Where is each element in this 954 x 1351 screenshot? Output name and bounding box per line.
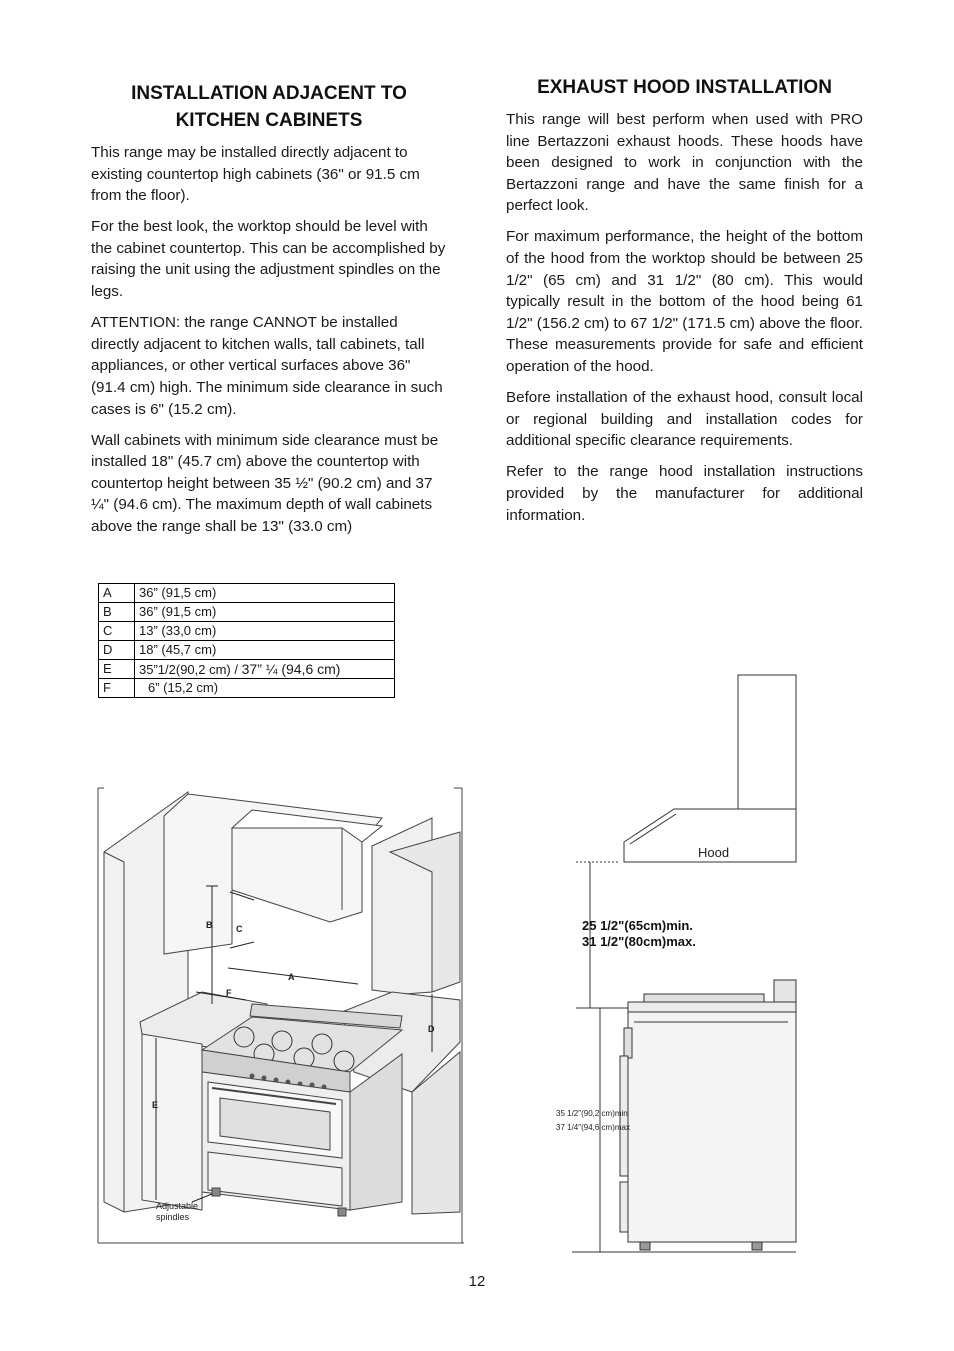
table-value: 36” (91,5 cm): [135, 603, 395, 622]
dimension-label-a: A: [288, 972, 295, 982]
table-row: [99, 679, 395, 698]
paragraph: Before installation of the exhaust hood, consult local or regional building and installation codes for additional specific clearance requirements.: [506, 389, 863, 450]
table-key: B: [99, 603, 135, 622]
dimension-label-b: B: [206, 920, 213, 930]
section-title-exhaust-hood: EXHAUST HOOD INSTALLATION: [537, 77, 832, 98]
hood-label: Hood: [698, 845, 730, 860]
hood-installation-diagram: [552, 672, 812, 1257]
paragraph: This range will best perform when used with PRO line Bertazzoni exhaust hoods. These hoods have been designed to work in conjunction with the Bertazzoni range and have the same finish for a perfect look.: [506, 111, 863, 215]
table-row: [99, 622, 395, 641]
table-key: E: [99, 660, 135, 679]
table-value: 36” (91,5 cm): [135, 584, 395, 603]
table-value: 18” (45,7 cm): [135, 641, 395, 660]
dimension-label-c: C: [236, 924, 243, 934]
paragraph: ATTENTION: the range CANNOT be installed directly adjacent to kitchen walls, tall cabinets, tall appliances, or other vertical surfaces above 36" (91.4 cm) high. The minimum side clearance in such cases is 6" (15.2 cm).: [91, 314, 443, 418]
table-key: A: [99, 584, 135, 603]
range-height-min: 35 1/2"(90,2 cm)min: [556, 1109, 628, 1118]
table-row: [99, 584, 395, 603]
paragraph: This range may be installed directly adjacent to existing countertop high cabinets (36" or 91.5 cm from the floor).: [91, 144, 420, 205]
table-key: C: [99, 622, 135, 641]
spindles-label: Adjustable: [156, 1201, 199, 1211]
cabinet-installation-diagram: [92, 782, 470, 1248]
table-key: D: [99, 641, 135, 660]
table-value-part: 37” ¼ (94,6 cm): [241, 660, 341, 677]
dimension-label-f: F: [226, 988, 232, 998]
table-value: 6” (15,2 cm): [135, 679, 395, 698]
table-value-part: 35”1/2(90,2 cm) /: [139, 661, 238, 677]
spindles-label: spindles: [156, 1212, 190, 1222]
section-title-kitchen-cabinets: INSTALLATION ADJACENT TO KITCHEN CABINETS: [131, 83, 407, 131]
page-number: 12: [468, 1273, 486, 1290]
right-column: [506, 74, 863, 536]
table-row: [99, 641, 395, 660]
paragraph: For maximum performance, the height of the bottom of the hood from the worktop should be between 25 1/2" (65 cm) and 31 1/2" (80 cm). This would typically result in the bottom of the hood being 61 1/2" (156.2 cm) to 67 1/2" (171.5 cm) above the floor. These measurements provide for safe and efficient operation of the hood.: [506, 228, 863, 376]
paragraph: For the best look, the worktop should be level with the cabinet countertop. This can be accomplished by raising the unit using the adjustment spindles on the legs.: [91, 218, 446, 301]
hood-distance-max: 31 1/2"(80cm)max.: [582, 934, 696, 949]
table-key: F: [99, 679, 135, 698]
paragraph: Wall cabinets with minimum side clearance must be installed 18" (45.7 cm) above the countertop with countertop height between 35 ½" (90.2 cm) and 37 ¼" (94.6 cm). The maximum depth of wall cabinets above the range shall be 13" (33.0 cm): [91, 431, 439, 535]
table-row: [99, 603, 395, 622]
paragraph: Refer to the range hood installation instructions provided by the manufacturer for additional information.: [506, 463, 863, 524]
left-column: [91, 80, 447, 547]
table-value: [135, 660, 395, 679]
dimension-label-d: D: [428, 1024, 435, 1034]
table-value: 13” (33,0 cm): [135, 622, 395, 641]
hood-distance-min: 25 1/2"(65cm)min.: [582, 918, 693, 933]
range-height-max: 37 1/4"(94,6 cm)max: [556, 1123, 630, 1132]
dimension-label-e: E: [152, 1100, 159, 1110]
table-row: [99, 660, 395, 679]
dimension-table: [98, 583, 395, 698]
